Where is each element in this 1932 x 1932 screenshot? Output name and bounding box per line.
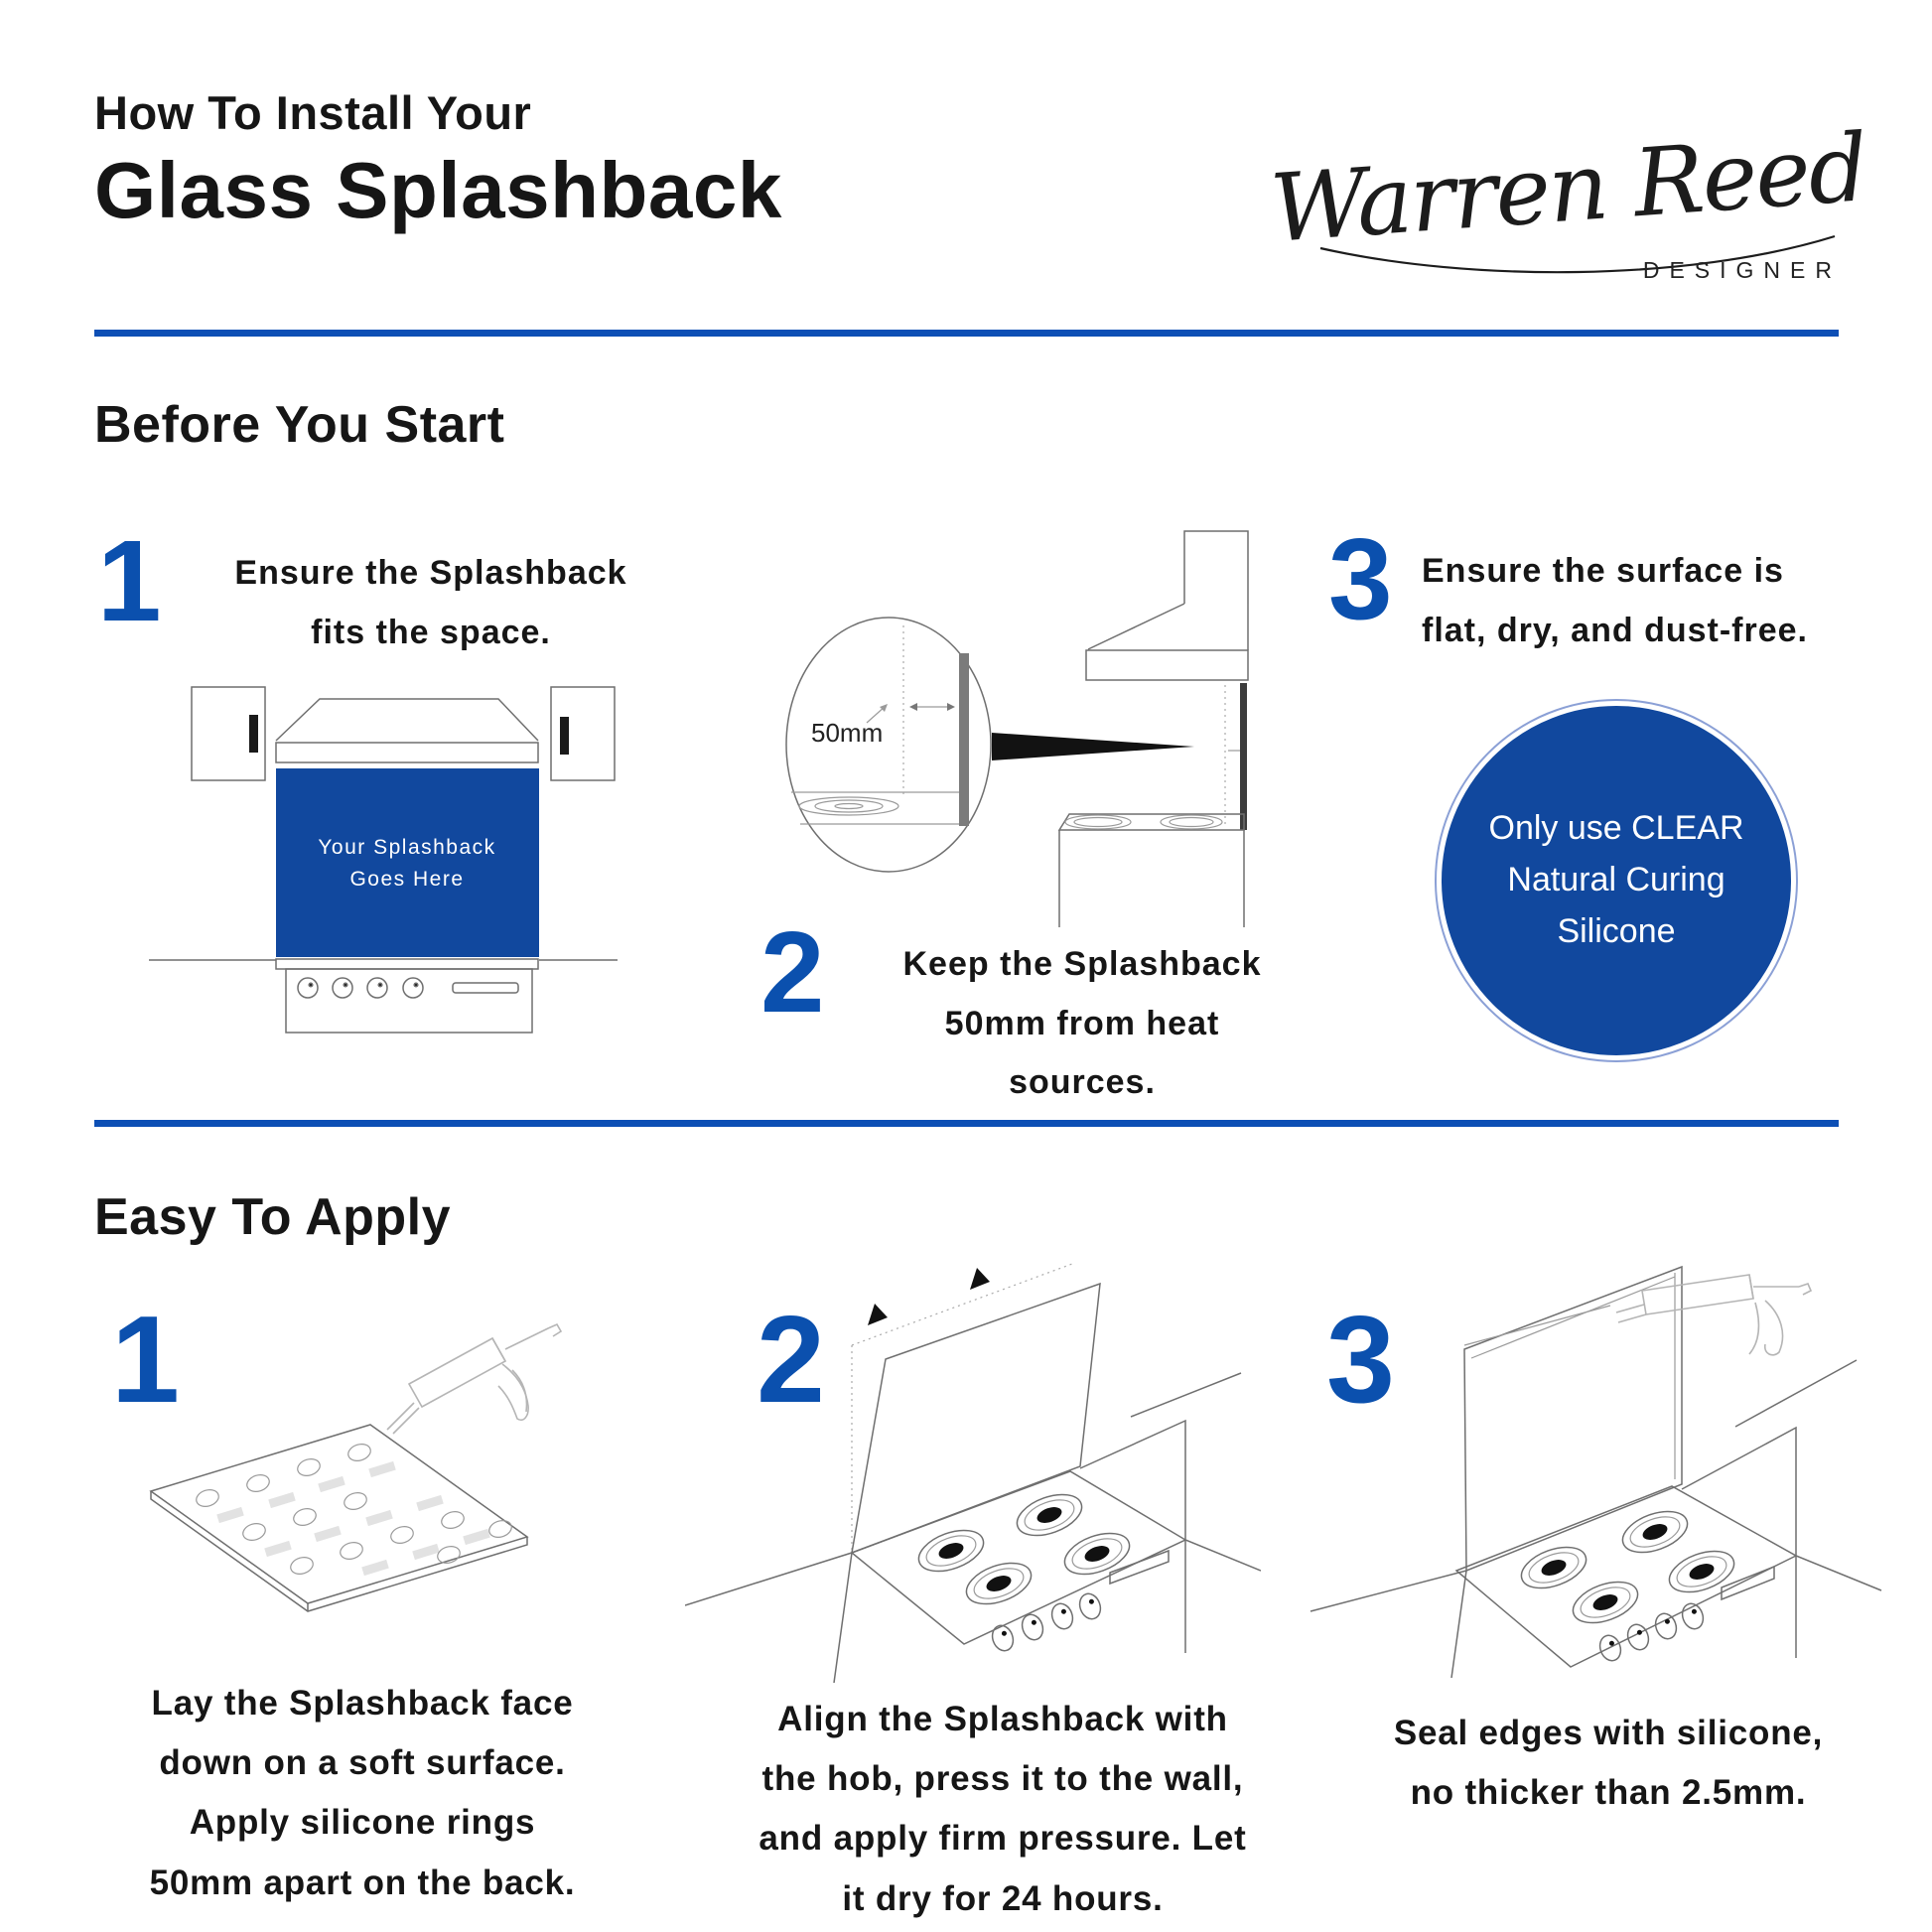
apply-step2-caption-line4: it dry for 24 hours. [842,1878,1164,1918]
callout-wedge [992,733,1194,760]
apply-step2-caption-line2: the hob, press it to the wall, [761,1759,1244,1799]
hob-top-face [1456,1486,1796,1667]
oven-display [1722,1567,1774,1599]
apply-step2-number: 2 [757,1292,825,1429]
before-step2-number: 2 [760,907,825,1036]
fit-space-illustration [139,685,625,1102]
before-step1-number: 1 [97,516,162,645]
before-step1-line1: Ensure the Splashback [234,554,627,592]
left-cabinet-handle [249,715,258,753]
before-step2-line3: sources. [1009,1063,1156,1101]
hood-chimney [1184,531,1248,604]
apply-step2-caption [705,1690,1301,1929]
before-step2-line1: Keep the Splashback [902,945,1262,983]
splashback-zone-label-line2: Goes Here [349,868,465,891]
splashback-panel-leaning [852,1284,1100,1553]
before-step3-text [1422,542,1898,660]
caulking-gun [1616,1275,1811,1355]
brand-logo [1261,71,1876,310]
hob-burners [1065,815,1222,829]
press-arrow-1 [868,1304,888,1325]
apply-step1-caption-line1: Lay the Splashback face [151,1684,574,1723]
page-title: Glass Splashback [94,146,782,234]
splashback-zone [276,768,539,957]
splashback-edge [1240,683,1247,830]
caulking-gun [387,1324,561,1434]
align-illustration [685,1256,1261,1683]
apply-step3-caption [1340,1704,1876,1823]
target-position-outline [852,1264,1072,1551]
apply-step1-caption-line2: down on a soft surface. [159,1743,566,1783]
apply-step2-caption-line1: Align the Splashback with [777,1700,1228,1738]
cooker-hood [276,699,538,741]
section-divider-2 [94,1120,1839,1127]
apply-rings-illustration [139,1320,635,1658]
splashback-edge-detail [959,653,969,826]
oven-handle [453,983,518,993]
logo-subtitle-text: DESIGNER [1642,257,1842,283]
clearance-illustration [635,496,1281,928]
before-step1-text [203,544,659,662]
hob-top-face [852,1471,1185,1644]
dimension-label: 50mm [811,718,884,748]
apply-step1-caption-line4: 50mm apart on the back. [149,1863,576,1902]
before-step3-line1: Ensure the surface is [1422,552,1784,590]
badge-line2: Natural Curing [1507,861,1725,899]
badge-line3: Silicone [1557,911,1676,950]
badge-line1: Only use CLEAR [1488,809,1744,848]
cooker-knobs [298,978,423,998]
section-divider [94,330,1839,337]
apply-step3-caption-line2: no thicker than 2.5mm. [1410,1773,1807,1813]
oven-display [1110,1551,1169,1584]
apply-step3-number: 3 [1326,1292,1395,1429]
apply-step3-caption-line1: Seal edges with silicone, [1393,1714,1824,1752]
before-step2-line2: 50mm from heat [944,1004,1220,1042]
apply-step1-number: 1 [111,1292,180,1429]
before-step3-line2: flat, dry, and dust-free. [1422,611,1808,649]
apply-step2-caption-line3: and apply firm pressure. Let [759,1819,1247,1859]
before-step3-number: 3 [1328,514,1393,643]
header-eyebrow: How To Install Your [94,86,532,139]
before-step1-line2: fits the space. [311,613,551,651]
silicone-badge [1437,701,1796,1060]
before-step2-text [854,935,1311,1113]
hob-burners [1516,1503,1739,1630]
hob-burners [913,1486,1135,1611]
seal-illustration [1301,1251,1896,1678]
splashback-panel-flat [151,1425,527,1603]
apply-heading: Easy To Apply [94,1188,452,1246]
silicone-bead [1464,1306,1610,1345]
burner-detail [799,797,898,815]
logo-name-text: Warren Reed [1267,114,1870,264]
hood-canopy [1086,650,1248,680]
before-heading: Before You Start [94,396,505,454]
press-arrow-2 [970,1268,990,1290]
right-cabinet-handle [560,717,569,755]
apply-step1-caption-line3: Apply silicone rings [189,1803,536,1843]
cooker-controls [1596,1567,1774,1664]
hob-top [1059,814,1244,830]
splashback-zone-label-line1: Your Splashback [318,836,496,859]
wall-counter-lines [685,1373,1261,1683]
apply-step1-caption [94,1674,630,1913]
cooker-controls [989,1551,1169,1654]
